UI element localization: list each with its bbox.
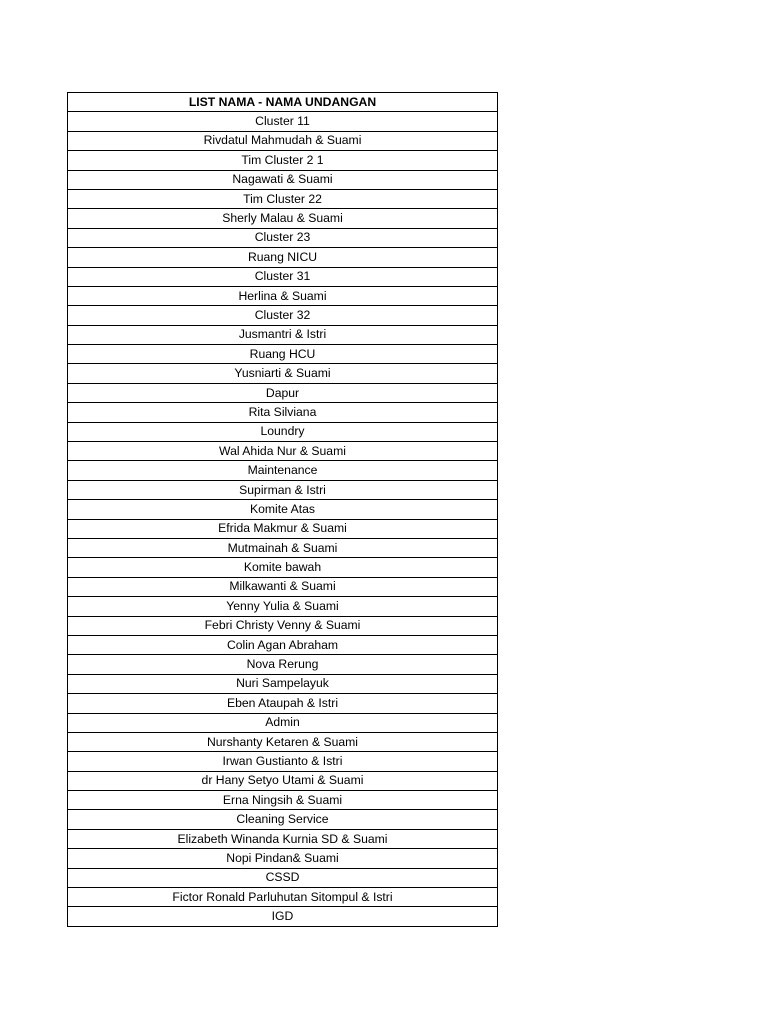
table-row [68,849,498,868]
guest-name-cell: Ruang NICU [68,248,498,267]
table-header-row [68,93,498,112]
guest-name-cell: Nuri Sampelayuk [68,674,498,693]
document-sheet [67,92,498,927]
table-row [68,403,498,422]
table-row [68,674,498,693]
table-row [68,694,498,713]
table-row [68,286,498,305]
table-row [68,306,498,325]
guest-name-cell: Erna Ningsih & Suami [68,791,498,810]
table-row [68,345,498,364]
guest-name-cell: Cleaning Service [68,810,498,829]
table-row [68,151,498,170]
guest-name-cell: Loundry [68,422,498,441]
table-row [68,364,498,383]
guest-name-cell: CSSD [68,868,498,887]
guest-name-cell: Yenny Yulia & Suami [68,597,498,616]
table-row [68,209,498,228]
guest-list-table [67,92,498,927]
guest-name-cell: Sherly Malau & Suami [68,209,498,228]
guest-name-cell: Nurshanty Ketaren & Suami [68,732,498,751]
guest-name-cell: Efrida Makmur & Suami [68,519,498,538]
guest-name-cell: Admin [68,713,498,732]
guest-name-cell: Mutmainah & Suami [68,538,498,557]
guest-list-body [68,93,498,927]
table-row [68,248,498,267]
table-row [68,597,498,616]
guest-name-cell: Dapur [68,383,498,402]
guest-name-cell: dr Hany Setyo Utami & Suami [68,771,498,790]
table-row [68,189,498,208]
table-row [68,461,498,480]
table-row [68,500,498,519]
guest-name-cell: IGD [68,907,498,926]
guest-name-cell: Rivdatul Mahmudah & Suami [68,131,498,150]
guest-name-cell: Irwan Gustianto & Istri [68,752,498,771]
guest-name-cell: Cluster 31 [68,267,498,286]
table-row [68,422,498,441]
table-row [68,868,498,887]
table-row [68,771,498,790]
table-row [68,732,498,751]
guest-name-cell: Supirman & Istri [68,480,498,499]
table-row [68,907,498,926]
table-row [68,577,498,596]
table-row [68,267,498,286]
guest-name-cell: Jusmantri & Istri [68,325,498,344]
table-row [68,538,498,557]
table-row [68,519,498,538]
table-header-cell: LIST NAMA - NAMA UNDANGAN [68,93,498,112]
table-row [68,635,498,654]
guest-name-cell: Yusniarti & Suami [68,364,498,383]
table-row [68,713,498,732]
table-row [68,829,498,848]
table-row [68,810,498,829]
guest-name-cell: Eben Ataupah & Istri [68,694,498,713]
guest-name-cell: Febri Christy Venny & Suami [68,616,498,635]
table-row [68,170,498,189]
table-row [68,112,498,131]
guest-name-cell: Colin Agan Abraham [68,635,498,654]
table-row [68,480,498,499]
guest-name-cell: Cluster 23 [68,228,498,247]
table-row [68,655,498,674]
guest-name-cell: Nagawati & Suami [68,170,498,189]
guest-name-cell: Elizabeth Winanda Kurnia SD & Suami [68,829,498,848]
table-row [68,791,498,810]
guest-name-cell: Wal Ahida Nur & Suami [68,442,498,461]
guest-name-cell: Tim Cluster 2 1 [68,151,498,170]
guest-name-cell: Cluster 11 [68,112,498,131]
guest-name-cell: Fictor Ronald Parluhutan Sitompul & Istri [68,888,498,907]
guest-name-cell: Nova Rerung [68,655,498,674]
table-row [68,325,498,344]
guest-name-cell: Herlina & Suami [68,286,498,305]
table-row [68,558,498,577]
table-row [68,228,498,247]
guest-name-cell: Komite bawah [68,558,498,577]
guest-name-cell: Tim Cluster 22 [68,189,498,208]
table-row [68,131,498,150]
guest-name-cell: Cluster 32 [68,306,498,325]
table-row [68,383,498,402]
guest-name-cell: Komite Atas [68,500,498,519]
table-row [68,442,498,461]
table-row [68,616,498,635]
guest-name-cell: Ruang HCU [68,345,498,364]
guest-name-cell: Milkawanti & Suami [68,577,498,596]
guest-name-cell: Rita Silviana [68,403,498,422]
guest-name-cell: Nopi Pindan& Suami [68,849,498,868]
table-row [68,752,498,771]
guest-name-cell: Maintenance [68,461,498,480]
table-row [68,888,498,907]
